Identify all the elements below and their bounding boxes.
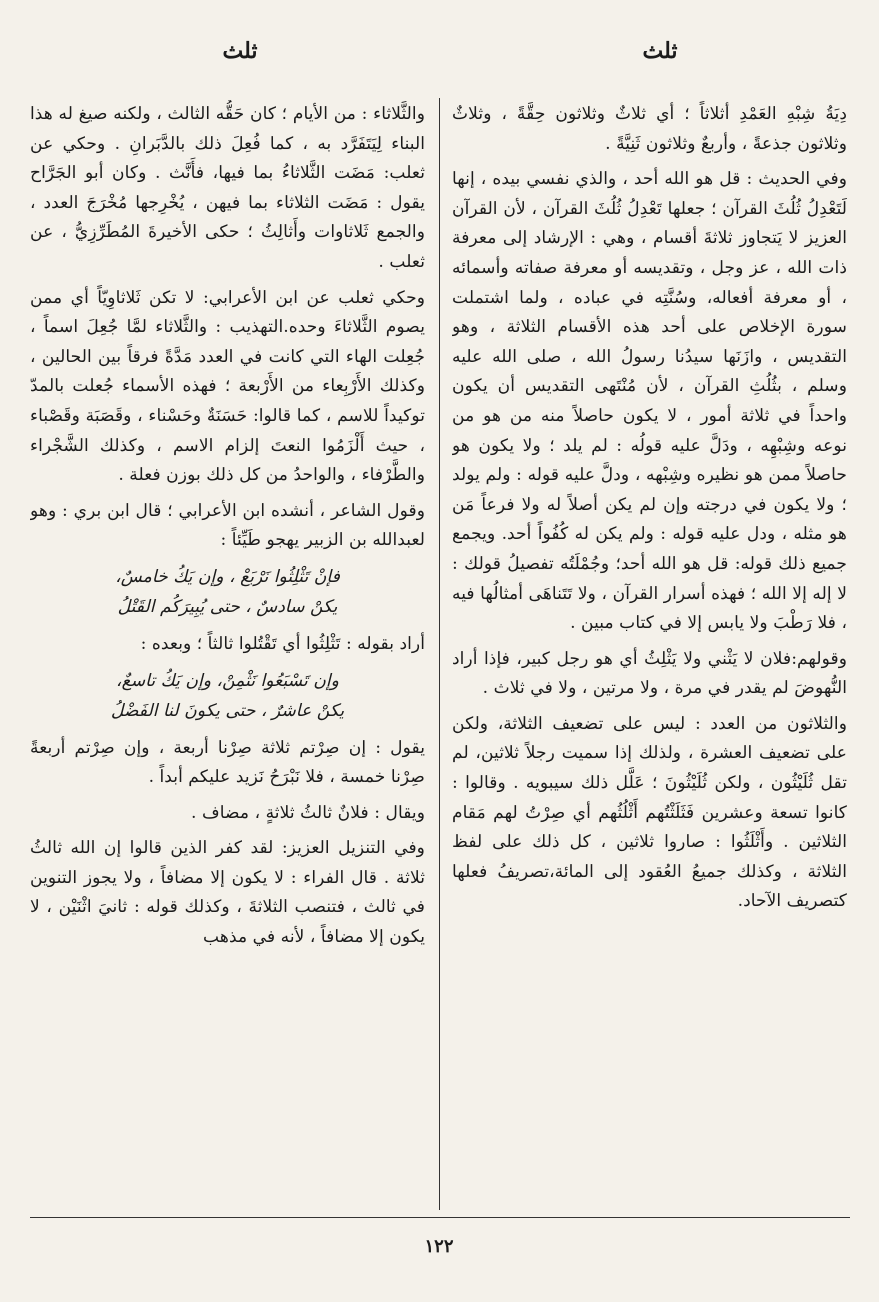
header-word-right: ثلث bbox=[642, 38, 678, 64]
left-paragraph-5: يقول : إن صِرْتم ثلاثة صِرْنا أربعة ، وإن صِرْتم أربعةً صِرْنا خمسة ، فلا نَبْرَحُ نَزيد عليكم أبداً . bbox=[30, 737, 425, 788]
right-column bbox=[452, 100, 847, 1210]
column-divider bbox=[439, 98, 440, 1210]
verse-1-line-1: فإنْ تَثْلِثُوا نَرْبَعْ ، وإن يَكُ خامسٌ، bbox=[115, 566, 340, 587]
verse-1 bbox=[30, 562, 425, 622]
left-paragraph-1: والثَّلاثاء : من الأيام ؛ كان حَقُّه الثالث ، ولكنه صيغ له هذا البناء لِيَتَفَرَّد به ، كما فُعِلَ ذلك بالدَّبَرانِ . وحكي عن ثعلب: مَضَت الثَّلاثاءُ بما فيها، فأَنَّث . وكان أبو الجَرَّاح يقول : مَضَت الثلاثاء بما فيهن ، يُخْرِجها مُخْرَجَ العدد ، والجمع ثَلاثاوات وأَثالِثُ ؛ حكى الأخيرةَ المُطَرِّزِيُّ ، عن ثعلب . bbox=[30, 104, 425, 272]
verse-2-line-1: وإن تَسْبَعُوا نَثْمِنْ، وإن يَكُ تاسعٌ، bbox=[116, 670, 339, 691]
header-word-left: ثلث bbox=[222, 38, 258, 64]
right-paragraph-2: وفي الحديث : قل هو الله أحد ، والذي نفسي بيده ، إنها لَتَعْدِلُ ثُلُثَ القرآن ؛ جعلها تَعْدِلُ ثُلُثَ القرآن ، لأن القرآن العزيز لا يَتجاوز ثلاثةَ أقسام ، وهي : الإرشاد إلى معرفة ذات الله ، عز وجل ، وتقديسه أو معرفة صفاته وأسمائه ، أو معرفة أفعاله، وسُنَّتِه في عباده ، ولما اشتملت سورة الإخلاص على أحد هذه الأقسام الثلاثة ، وهو التقديس ، وازَنَها سيدُنا رسولُ الله ، صلى الله عليه وسلم ، بثُلُثِ القرآن ، لأن مُنْتَهى التقديس أن يكون واحداً في ثلاثة أمور ، لا يكون حاصلاً منه من هو من نوعه وشِبْهِه ، ودَلَّ عليه قولُه : لم يلد ؛ ولا يكون هو حاصلاً ممن هو نظيره وشِبْهه ، ودلَّ عليه قوله : ولم يولد ؛ ولا يكون في درجته وإن لم يكن أصلاً له ولا فرعاً مَن هو مثله ، ودل عليه قوله : ولم يكن له كُفُواً أحد. ويجمع جميع ذلك قوله: قل هو الله أحد؛ وجُمْلَتُه تفصيلُ قولك : لا إله إلا الله ؛ فهذه أسرار القرآن ، ولا تَتَناهَى أمثالُها فيه ، فلا رَطْبَ ولا يابس إلا في كتاب مبين . bbox=[452, 169, 847, 634]
verse-1-line-2: يكنْ سادسٌ ، حتى يُبِيرَكُم القَتْلُ bbox=[117, 596, 338, 617]
left-paragraph-7: وفي التنزيل العزيز: لقد كفر الذين قالوا إن الله ثالثُ ثلاثة . قال الفراء : لا يكون إلا مضافاً ، ولا يجوز التنوين في ثالث ، فتنصب الثلاثةَ ، وكذلك قوله : ثانيَ اثْنَيْن ، لا يكون إلا مضافاً ، لأنه في مذهب bbox=[30, 838, 425, 948]
verse-2 bbox=[30, 666, 425, 726]
left-paragraph-2: وحكي ثعلب عن ابن الأعرابي: لا تكن ثَلاثاوِيّاً أي ممن يصوم الثَّلاثاءَ وحده.التهذيب : والثَّلاثاء لمَّا جُعِلَ اسماً ، جُعِلت الهاء التي كانت في العدد مَدَّةً فرقاً بين الحالين ، وكذلك الأَرْبِعاء من الأَرْبعة ؛ فهذه الأسماء جُعلت بالمدّ توكيداً للاسم ، كما قالوا: حَسَنَةٌ وحَسْناء ، وقَصَبَة وقَصْباء ، حيث أَلْزَمُوا النعتَ إلزام الاسم ، وكذلك الشَّجْراء والطَّرْفاء ، والواحدُ من كل ذلك بوزن فعلة . bbox=[30, 287, 425, 486]
left-column bbox=[30, 100, 425, 1210]
left-paragraph-3: وقول الشاعر ، أنشده ابن الأعرابي ؛ قال ابن بري : وهو لعبدالله بن الزبير يهجو طَيِّئاً : bbox=[30, 500, 425, 551]
left-paragraph-6: ويقال : فلانٌ ثالثُ ثلاثةٍ ، مضاف . bbox=[191, 802, 425, 823]
page-header bbox=[0, 38, 879, 78]
verse-2-line-2: يكنْ عاشرٌ ، حتى يكونَ لنا الفَضْلُ bbox=[110, 700, 345, 721]
page-number: ١٢٢ bbox=[424, 1236, 454, 1257]
footer-rule bbox=[30, 1217, 850, 1218]
right-paragraph-3: وقولهم:فلان لا يَثْني ولا يَثْلِثُ أي هو رجل كبير، فإذا أراد النُّهوضَ لم يقدر في مرة ، ولا مرتين ، ولا في ثلاث . bbox=[452, 648, 847, 699]
right-paragraph-4: والثلاثون من العدد : ليس على تضعيف الثلاثة، ولكن على تضعيف العشرة ، ولذلك إذا سميت رجلاً ثلاثين، لم تقل ثُلَيْثُون ، ولكن ثُلَيْثُونَ ؛ عَلَّل ذلك سيبويه . وقالوا : كانوا تسعة وعشرين فَثَلَثْتُهم أَثْلُثُهم أي صِرْتُ لهم مَقام الثلاثين . وأَثْلَثُوا : صاروا ثلاثين ، كل ذلك على لفظ الثلاثة ، وكذلك جميعُ العُقود إلى المائة،تصريفُ فعلها كتصريف الآحاد. bbox=[452, 713, 847, 912]
left-paragraph-4: أراد بقوله : تَثْلِثُوا أي تَقْتُلوا ثالثاً ؛ وبعده : bbox=[140, 633, 425, 654]
right-paragraph-1: دِيَةُ شِبْهِ العَمْدِ أثلاثاً ؛ أي ثلاثٌ وثلاثون حِقَّةً ، وثلاثٌ وثلاثون جذعةً ، وأربعٌ وثلاثون ثَنِيَّةً . bbox=[452, 104, 847, 154]
